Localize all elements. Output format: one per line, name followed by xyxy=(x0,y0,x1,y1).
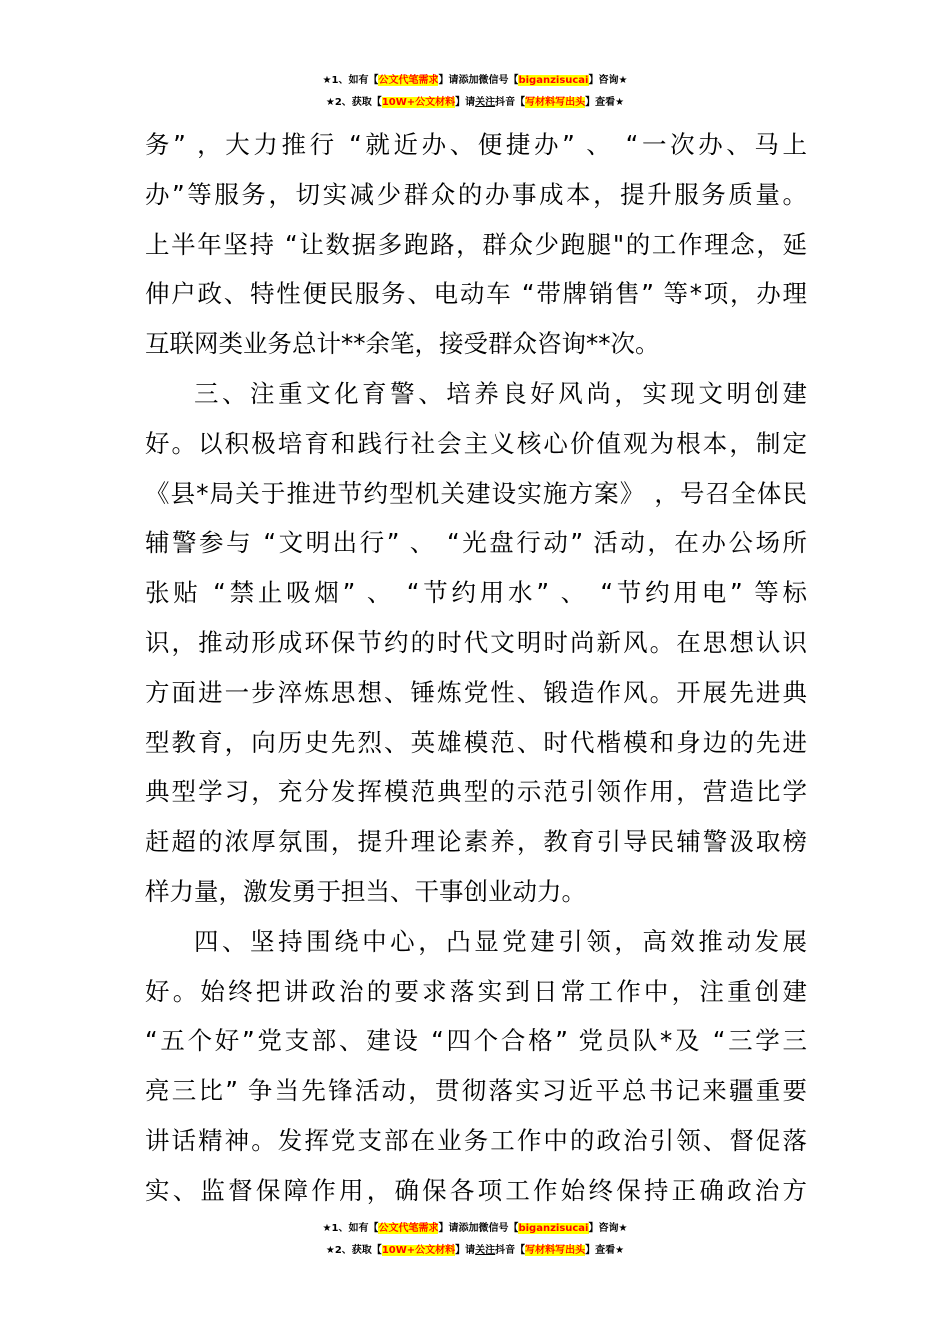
promo-header xyxy=(0,70,950,114)
promo-text: 微信号【 xyxy=(478,75,519,86)
promo-highlight: 10W+公文材料 xyxy=(381,1245,456,1256)
promo-text: 】请 xyxy=(438,75,459,86)
document-body xyxy=(145,120,807,1216)
promo-text: 】请 xyxy=(455,1245,476,1256)
body-line: 实、监督保障作用，确保各项工作始终保持正确政治方 xyxy=(145,1175,807,1205)
promo-line-2 xyxy=(0,92,950,114)
promo-text: ★1、如有【 xyxy=(322,75,379,86)
body-line: 亮三比” 争当先锋活动，贯彻落实习近平总书记来疆重要 xyxy=(145,1076,807,1106)
body-line: 互联网类业务总计**余笔，接受群众咨询**次。 xyxy=(145,329,660,359)
body-line: “五个好”党支部、建设 “四个合格” 党员队*及 “三学三 xyxy=(145,1026,807,1056)
promo-highlight: 10W+公文材料 xyxy=(381,97,456,108)
promo-text: 】咨询★ xyxy=(588,75,628,86)
promo-line-1 xyxy=(0,1218,950,1240)
body-line: 办”等服务，切实减少群众的办事成本，提升服务质量。 xyxy=(145,179,807,209)
promo-emphasis: 关注 xyxy=(475,1245,496,1256)
promo-highlight-wechat-id: biganzisucai xyxy=(518,75,589,86)
body-line: 型教育，向历史先烈、英雄模范、时代楷模和身边的先进 xyxy=(145,727,807,757)
body-line: 好。始终把讲政治的要求落实到日常工作中，注重创建 xyxy=(145,976,807,1006)
body-line: 识，推动形成环保节约的时代文明时尚新风。在思想认识 xyxy=(145,627,807,657)
promo-emphasis: 添加 xyxy=(458,75,479,86)
promo-text: 】请 xyxy=(438,1223,459,1234)
promo-emphasis: 关注 xyxy=(475,97,496,108)
body-line: 样力量，激发勇于担当、干事创业动力。 xyxy=(145,876,586,906)
promo-text: 】查看★ xyxy=(585,97,625,108)
promo-line-1 xyxy=(0,70,950,92)
promo-highlight-douyin: 写材料写出头 xyxy=(525,1245,586,1256)
body-line: 典型学习，充分发挥模范典型的示范引领作用，营造比学 xyxy=(145,777,807,807)
promo-text: 】咨询★ xyxy=(588,1223,628,1234)
promo-highlight-douyin: 写材料写出头 xyxy=(525,97,586,108)
promo-highlight: 公文代笔需求 xyxy=(378,1223,439,1234)
body-line: 张贴 “禁止吸烟” 、 “节约用水” 、 “节约用电” 等标 xyxy=(145,578,807,608)
body-line: 《县*局关于推进节约型机关建设实施方案》 ，号召全体民 xyxy=(145,478,807,508)
body-line: 务” ，大力推行 “就近办、便捷办” 、 “一次办、马上 xyxy=(145,130,807,159)
promo-highlight: 公文代笔需求 xyxy=(378,75,439,86)
body-line: 好。以积极培育和践行社会主义核心价值观为根本，制定 xyxy=(145,428,807,458)
body-line: 上半年坚持 “让数据多跑路，群众少跑腿"的工作理念，延 xyxy=(145,229,807,259)
promo-text: ★2、获取【 xyxy=(325,1245,382,1256)
body-line: 讲话精神。发挥党支部在业务工作中的政治引领、督促落 xyxy=(145,1125,807,1155)
body-line: 方面进一步淬炼思想、锤炼党性、锻造作风。开展先进典 xyxy=(145,677,807,707)
promo-emphasis: 添加 xyxy=(458,1223,479,1234)
promo-text: ★2、获取【 xyxy=(325,97,382,108)
promo-line-2 xyxy=(0,1240,950,1262)
body-line: 辅警参与 “文明出行” 、 “光盘行动” 活动，在办公场所 xyxy=(145,528,807,558)
promo-footer xyxy=(0,1218,950,1262)
promo-text: 抖音【 xyxy=(495,1245,526,1256)
section-heading-4: 四、坚持围绕中心，凸显党建引领，高效推动发展 xyxy=(194,926,807,956)
promo-highlight-wechat-id: biganzisucai xyxy=(518,1223,589,1234)
promo-text: 】查看★ xyxy=(585,1245,625,1256)
promo-text: 】请 xyxy=(455,97,476,108)
section-heading-3: 三、注重文化育警、培养良好风尚，实现文明创建 xyxy=(194,378,807,408)
promo-text: 微信号【 xyxy=(478,1223,519,1234)
promo-text: ★1、如有【 xyxy=(322,1223,379,1234)
body-line: 伸户政、特性便民服务、电动车 “带牌销售” 等*项，办理 xyxy=(145,279,807,309)
body-line: 赶超的浓厚氛围，提升理论素养，教育引导民辅警汲取榜 xyxy=(145,827,807,857)
promo-text: 抖音【 xyxy=(495,97,526,108)
